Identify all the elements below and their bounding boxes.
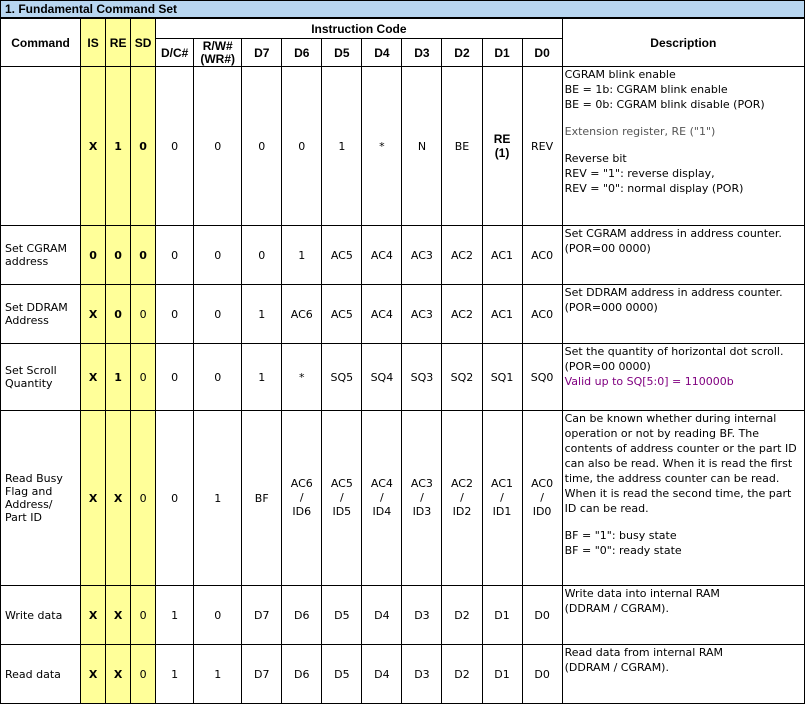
d4-cell: D4 bbox=[362, 586, 402, 645]
d0-cell: AC0 bbox=[522, 285, 562, 344]
desc-line: REV = "1": reverse display, bbox=[564, 167, 715, 180]
desc-line: Read data from internal RAM bbox=[564, 646, 724, 659]
desc-line: (POR=00 0000) bbox=[564, 242, 651, 255]
header-d3: D3 bbox=[402, 39, 442, 67]
d0-cell bbox=[522, 411, 562, 586]
d5-cell bbox=[322, 411, 362, 586]
d5-cell: D5 bbox=[322, 586, 362, 645]
d1-cell: AC1 bbox=[482, 285, 522, 344]
sd-cell: 0 bbox=[131, 411, 156, 586]
d2-cell bbox=[442, 411, 482, 586]
command-line: Set Scroll bbox=[5, 364, 57, 377]
ac-bit: AC1 bbox=[491, 477, 514, 490]
table-row bbox=[1, 411, 805, 586]
re-cell: 1 bbox=[106, 344, 131, 411]
d1-line2: (1) bbox=[494, 146, 510, 160]
d7-cell: 0 bbox=[242, 67, 282, 226]
d1-line1: RE bbox=[493, 132, 511, 146]
id-bit: ID6 bbox=[292, 505, 312, 518]
command-line: Flag and bbox=[5, 485, 53, 498]
desc-line: contents of address counter or the part ID bbox=[564, 442, 797, 455]
desc-line: (DDRAM / CGRAM). bbox=[564, 661, 669, 674]
command-cell bbox=[1, 285, 81, 344]
table-row bbox=[1, 285, 805, 344]
desc-line: BF = "0": ready state bbox=[564, 544, 682, 557]
command-cell: Read data bbox=[1, 645, 81, 704]
header-d1: D1 bbox=[482, 39, 522, 67]
id-bit: ID2 bbox=[452, 505, 472, 518]
d3-cell: SQ3 bbox=[402, 344, 442, 411]
re-cell: X bbox=[106, 586, 131, 645]
rw-cell: 0 bbox=[194, 344, 242, 411]
is-cell: X bbox=[81, 645, 106, 704]
command-line: Set CGRAM bbox=[5, 242, 67, 255]
sd-cell: 0 bbox=[131, 285, 156, 344]
desc-line: operation or not by reading BF. The bbox=[564, 427, 760, 440]
dc-cell: 0 bbox=[156, 226, 194, 285]
is-cell: X bbox=[81, 285, 106, 344]
desc-line: Can be known whether during internal bbox=[564, 412, 777, 425]
description-cell bbox=[562, 226, 804, 285]
header-d4: D4 bbox=[362, 39, 402, 67]
id-bit: ID3 bbox=[412, 505, 432, 518]
desc-line: BF = "1": busy state bbox=[564, 529, 677, 542]
desc-line: Set the quantity of horizontal dot scroll. bbox=[564, 345, 784, 358]
command-line: address bbox=[5, 255, 49, 268]
desc-line: can also be read. When it is read the first bbox=[564, 457, 793, 470]
d6-cell: * bbox=[282, 344, 322, 411]
d7-cell: D7 bbox=[242, 645, 282, 704]
command-line: Quantity bbox=[5, 377, 53, 390]
header-is: IS bbox=[81, 19, 106, 67]
rw-cell: 0 bbox=[194, 285, 242, 344]
d3-cell: D3 bbox=[402, 645, 442, 704]
desc-line: BE = 0b: CGRAM blink disable (POR) bbox=[564, 98, 765, 111]
desc-line: ID can be read. bbox=[564, 502, 649, 515]
table-row bbox=[1, 645, 805, 704]
desc-line: (POR=00 0000) bbox=[564, 360, 651, 373]
d7-cell: BF bbox=[242, 411, 282, 586]
d4-cell: AC4 bbox=[362, 226, 402, 285]
dc-cell: 0 bbox=[156, 67, 194, 226]
desc-line: Set DDRAM address in address counter. bbox=[564, 286, 783, 299]
description-cell bbox=[562, 411, 804, 586]
is-cell: 0 bbox=[81, 226, 106, 285]
d5-cell: SQ5 bbox=[322, 344, 362, 411]
re-cell: 0 bbox=[106, 285, 131, 344]
id-bit: ID4 bbox=[372, 505, 392, 518]
d2-cell: AC2 bbox=[442, 285, 482, 344]
is-cell: X bbox=[81, 586, 106, 645]
d1-cell: D1 bbox=[482, 645, 522, 704]
d5-cell: AC5 bbox=[322, 226, 362, 285]
d1-cell: D1 bbox=[482, 586, 522, 645]
desc-line: BE = 1b: CGRAM blink enable bbox=[564, 83, 728, 96]
header-rw-line1: R/W# bbox=[202, 38, 233, 53]
command-line: Address/ bbox=[5, 498, 53, 511]
command-cell bbox=[1, 226, 81, 285]
sd-cell: 0 bbox=[131, 586, 156, 645]
sd-cell: 0 bbox=[131, 344, 156, 411]
d4-cell: D4 bbox=[362, 645, 402, 704]
desc-line: REV = "0": normal display (POR) bbox=[564, 182, 744, 195]
header-sd: SD bbox=[131, 19, 156, 67]
rw-cell: 1 bbox=[194, 645, 242, 704]
header-row-1 bbox=[1, 19, 805, 39]
d5-cell: 1 bbox=[322, 67, 362, 226]
re-cell: 0 bbox=[106, 226, 131, 285]
is-cell: X bbox=[81, 344, 106, 411]
d4-cell: * bbox=[362, 67, 402, 226]
rw-cell: 0 bbox=[194, 67, 242, 226]
id-bit: ID1 bbox=[492, 505, 512, 518]
table-row bbox=[1, 586, 805, 645]
d4-cell bbox=[362, 411, 402, 586]
header-d5: D5 bbox=[322, 39, 362, 67]
command-cell bbox=[1, 344, 81, 411]
d3-cell: AC3 bbox=[402, 226, 442, 285]
rw-cell: 0 bbox=[194, 226, 242, 285]
re-cell: 1 bbox=[106, 67, 131, 226]
d6-cell: 1 bbox=[282, 226, 322, 285]
section-title: 1. Fundamental Command Set bbox=[0, 0, 805, 18]
dc-cell: 1 bbox=[156, 645, 194, 704]
slash: / bbox=[420, 491, 424, 504]
d1-cell: AC1 bbox=[482, 226, 522, 285]
d2-cell: AC2 bbox=[442, 226, 482, 285]
sd-cell: 0 bbox=[131, 645, 156, 704]
header-d6: D6 bbox=[282, 39, 322, 67]
d0-cell: REV bbox=[522, 67, 562, 226]
d5-cell: AC5 bbox=[322, 285, 362, 344]
command-line: Set DDRAM bbox=[5, 301, 68, 314]
command-cell: Write data bbox=[1, 586, 81, 645]
ac-bit: AC4 bbox=[370, 477, 393, 490]
d6-cell: D6 bbox=[282, 586, 322, 645]
dc-cell: 0 bbox=[156, 411, 194, 586]
d5-cell: D5 bbox=[322, 645, 362, 704]
sd-cell: 0 bbox=[131, 226, 156, 285]
slash: / bbox=[540, 491, 544, 504]
d3-cell bbox=[402, 411, 442, 586]
desc-line: (DDRAM / CGRAM). bbox=[564, 602, 669, 615]
desc-line: CGRAM blink enable bbox=[564, 68, 676, 81]
table-row bbox=[1, 344, 805, 411]
d1-cell: SQ1 bbox=[482, 344, 522, 411]
d3-cell: D3 bbox=[402, 586, 442, 645]
command-line: Address bbox=[5, 314, 49, 327]
d6-cell: D6 bbox=[282, 645, 322, 704]
desc-line: When it is read the second time, the part bbox=[564, 487, 792, 500]
slash: / bbox=[460, 491, 464, 504]
header-re: RE bbox=[106, 19, 131, 67]
ac-bit: AC0 bbox=[531, 477, 554, 490]
d3-cell: N bbox=[402, 67, 442, 226]
d2-cell: D2 bbox=[442, 645, 482, 704]
id-bit: ID5 bbox=[332, 505, 352, 518]
d7-cell: D7 bbox=[242, 586, 282, 645]
id-bit: ID0 bbox=[532, 505, 552, 518]
command-line: Read Busy bbox=[5, 472, 63, 485]
d2-cell: D2 bbox=[442, 586, 482, 645]
d7-cell: 0 bbox=[242, 226, 282, 285]
header-rw bbox=[194, 39, 242, 67]
desc-line: Write data into internal RAM bbox=[564, 587, 720, 600]
d6-cell bbox=[282, 411, 322, 586]
command-cell bbox=[1, 67, 81, 226]
header-d2: D2 bbox=[442, 39, 482, 67]
is-cell: X bbox=[81, 67, 106, 226]
command-cell bbox=[1, 411, 81, 586]
ac-bit: AC6 bbox=[290, 477, 313, 490]
ac-bit: AC3 bbox=[410, 477, 433, 490]
description-cell bbox=[562, 586, 804, 645]
header-description: Description bbox=[562, 19, 804, 67]
header-d0: D0 bbox=[522, 39, 562, 67]
header-command: Command bbox=[1, 19, 81, 67]
table-row bbox=[1, 226, 805, 285]
desc-line: Set CGRAM address in address counter. bbox=[564, 227, 782, 240]
d2-cell: SQ2 bbox=[442, 344, 482, 411]
header-dc: D/C# bbox=[156, 39, 194, 67]
dc-cell: 0 bbox=[156, 285, 194, 344]
slash: / bbox=[500, 491, 504, 504]
desc-line: (POR=000 0000) bbox=[564, 301, 658, 314]
command-line: Part ID bbox=[5, 511, 42, 524]
d1-cell bbox=[482, 67, 522, 226]
slash: / bbox=[299, 491, 304, 504]
slash: / bbox=[380, 491, 384, 504]
description-cell bbox=[562, 645, 804, 704]
d0-cell: D0 bbox=[522, 645, 562, 704]
slash: / bbox=[339, 491, 344, 504]
d7-cell: 1 bbox=[242, 285, 282, 344]
ac-bit: AC2 bbox=[450, 477, 473, 490]
header-instruction-code: Instruction Code bbox=[156, 19, 562, 39]
d0-cell: AC0 bbox=[522, 226, 562, 285]
d1-cell bbox=[482, 411, 522, 586]
d6-cell: 0 bbox=[282, 67, 322, 226]
desc-line: Reverse bit bbox=[564, 152, 627, 165]
d0-cell: D0 bbox=[522, 586, 562, 645]
re-cell: X bbox=[106, 411, 131, 586]
d6-cell: AC6 bbox=[282, 285, 322, 344]
desc-line: time, the address counter can be read. bbox=[564, 472, 780, 485]
sd-cell: 0 bbox=[131, 67, 156, 226]
dc-cell: 0 bbox=[156, 344, 194, 411]
description-cell bbox=[562, 67, 804, 226]
desc-line: Extension register, RE ("1") bbox=[564, 125, 716, 138]
d2-cell: BE bbox=[442, 67, 482, 226]
rw-cell: 1 bbox=[194, 411, 242, 586]
dc-cell: 1 bbox=[156, 586, 194, 645]
d7-cell: 1 bbox=[242, 344, 282, 411]
is-cell: X bbox=[81, 411, 106, 586]
re-cell: X bbox=[106, 645, 131, 704]
description-cell bbox=[562, 344, 804, 411]
header-d7: D7 bbox=[242, 39, 282, 67]
d0-cell: SQ0 bbox=[522, 344, 562, 411]
d3-cell: AC3 bbox=[402, 285, 442, 344]
ac-bit: AC5 bbox=[330, 477, 353, 490]
table-row bbox=[1, 67, 805, 226]
rw-cell: 0 bbox=[194, 586, 242, 645]
d4-cell: SQ4 bbox=[362, 344, 402, 411]
header-rw-line2: (WR#) bbox=[200, 51, 236, 66]
d4-cell: AC4 bbox=[362, 285, 402, 344]
desc-line: Valid up to SQ[5:0] = 110000b bbox=[564, 375, 734, 388]
description-cell bbox=[562, 285, 804, 344]
command-table bbox=[0, 18, 805, 704]
